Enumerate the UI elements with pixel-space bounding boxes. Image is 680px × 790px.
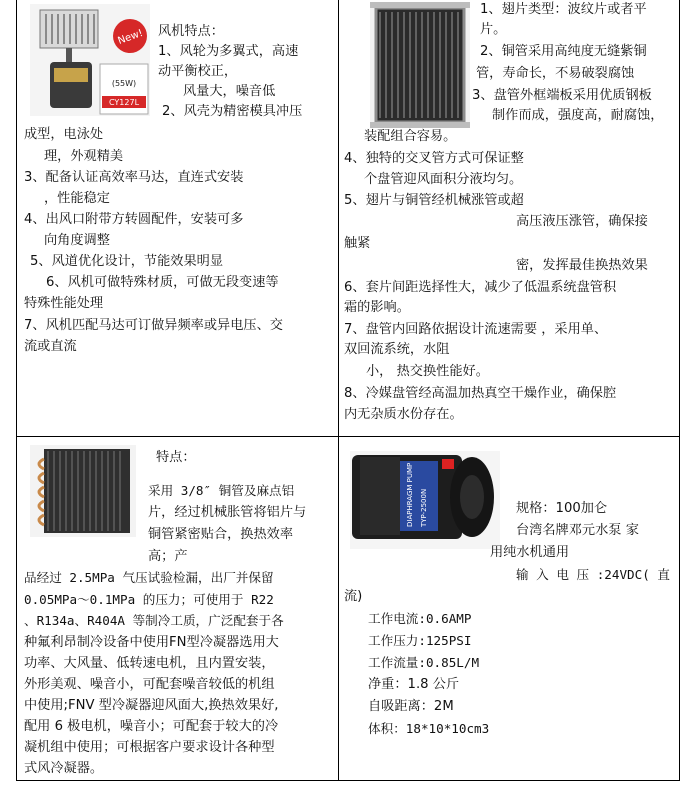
pump-line: 台湾名牌邓元水泵 家: [516, 523, 639, 538]
condenser-line: 中使用;FNV 型冷凝器迎风面大,换热效果好,: [24, 698, 279, 713]
cell-coil: [340, 0, 678, 436]
fan-line: 6、风机可做特殊材质，可做无段变速等: [46, 275, 279, 290]
pump-line: 体积：18*10*10cm3: [368, 721, 490, 736]
new-badge-text: New!: [116, 27, 145, 47]
coil-line: 8、冷媒盘管经高温加热真空干燥作业，确保腔: [344, 386, 617, 401]
condenser-line: 配用 6 极电机，噪音小；可配套于较大的冷: [24, 719, 279, 734]
condenser-line: 特点：: [156, 450, 196, 465]
fan-watt-label: (55W): [111, 79, 137, 88]
coil-line: 制作而成，强度高，耐腐蚀，: [492, 108, 664, 123]
coil-line: 1、翅片类型：波纹片或者平: [480, 2, 647, 17]
product-spec-table: [16, 0, 680, 781]
coil-line: 3、盘管外框端板采用优质钢板: [472, 88, 652, 103]
condenser-line: 铜管紧密贴合，换热效率: [148, 527, 294, 542]
fan-line: 7、风机匹配马达可订做异频率或异电压、交: [24, 318, 283, 333]
fan-line: 风量大，噪音低: [183, 84, 276, 99]
coil-line: 7、盘管内回路依据设计流速需要 ，采用单、: [344, 322, 608, 337]
condenser-line: 采用 3/8″ 铜管及麻点铝: [148, 483, 295, 498]
coil-line: 5、翅片与铜管经机械涨管或超: [344, 193, 524, 208]
condenser-line: 凝机组中使用；可根据客户要求设计各种型: [24, 740, 275, 755]
fan-line: 3、配备认证高效率马达，直连式安装: [24, 170, 244, 185]
fan-line: 特殊性能处理: [24, 296, 104, 311]
pump-model-text: TYP-2500N: [420, 488, 428, 527]
table-border-middle: [338, 0, 339, 781]
fan-product-image: [30, 4, 150, 116]
fan-line: ，性能稳定: [44, 191, 110, 206]
coil-line: 双回流系统，水阻: [344, 342, 450, 357]
pump-line: 工作压力:125PSI: [368, 633, 472, 648]
fan-line: 动平衡校正，: [158, 64, 238, 79]
condenser-line: 品经过 2.5MPa 气压试验检漏，出厂并保留: [24, 570, 274, 585]
pump-brand-text: DIAPHRAGM PUMP: [406, 462, 414, 527]
pump-product-image: [350, 451, 500, 549]
pump-line: 输 入 电 压 :24VDC( 直: [516, 567, 670, 582]
coil-line: 高压液压涨管，确保接: [516, 214, 648, 229]
coil-line: 个盘管迎风面积分液均匀。: [364, 172, 523, 187]
table-border-left: [16, 0, 17, 781]
fan-line: 4、出风口附带方转圆配件，安装可多: [24, 212, 244, 227]
fan-model-label: CY127L: [108, 98, 140, 107]
coil-line: 密，发挥最佳换热效果: [516, 258, 648, 273]
coil-line: 内无杂质水份存在。: [344, 407, 463, 422]
coil-line: 管，寿命长，不易破裂腐蚀: [476, 66, 635, 81]
pump-line: 用纯水机通用: [490, 545, 570, 560]
cell-condenser: [20, 437, 336, 779]
fan-line: 理，外观精美: [44, 149, 124, 164]
condenser-line: 高；产: [148, 549, 188, 564]
pump-line: 规格：100加仑: [516, 501, 608, 516]
coil-line: 装配组合容易。: [364, 129, 457, 144]
pump-line: 流): [344, 589, 363, 604]
coil-line: 霜的影响。: [344, 300, 410, 315]
condenser-line: 外形美观、噪音小，可配套噪音较低的机组: [24, 677, 275, 692]
coil-line: 片。: [480, 22, 507, 37]
pump-line: 净重：1.8 公斤: [368, 677, 460, 692]
pump-line: 工作电流:0.6AMP: [368, 611, 472, 626]
condenser-line: 功率、大风量、低转速电机，且内置安装，: [24, 656, 275, 671]
pump-line: 工作流量:0.85L/M: [368, 655, 480, 670]
condenser-line: 片，经过机械胀管将铝片与: [148, 505, 307, 520]
condenser-product-image: [30, 445, 136, 537]
coil-line: 小， 热交换性能好。: [366, 364, 489, 379]
condenser-line: 、R134a、R404A 等制冷工质，广泛配套于各: [24, 613, 284, 628]
coil-line: 触紧: [344, 236, 371, 251]
coil-line: 2、铜管采用高纯度无缝紫铜: [480, 44, 647, 59]
fan-line: 1、风轮为多翼式，高速: [158, 44, 299, 59]
coil-product-image: [370, 2, 470, 128]
condenser-line: 种氟利昂制冷设备中使用FN型冷凝器选用大: [24, 635, 279, 650]
fan-line: 风机特点：: [158, 24, 224, 39]
fan-line: 向角度调整: [44, 233, 110, 248]
fan-line: 2、风壳为精密模具冲压: [162, 104, 303, 119]
cell-fan: [20, 0, 336, 436]
fan-line: 流或直流: [24, 339, 77, 354]
condenser-line: 式风冷凝器。: [24, 761, 104, 776]
table-border-bottom: [16, 780, 680, 781]
coil-line: 4、独特的交叉管方式可保证整: [344, 151, 524, 166]
fan-line: 成型，电泳处: [24, 127, 104, 142]
cell-pump: [340, 437, 678, 779]
fan-line: 5、风道优化设计，节能效果明显: [30, 254, 224, 269]
condenser-line: 0.05MPa～0.1MPa 的压力；可使用于 R22: [24, 592, 274, 607]
coil-line: 6、套片间距选择性大，减少了低温系统盘管积: [344, 280, 617, 295]
pump-line: 自吸距离：2M: [368, 699, 454, 714]
